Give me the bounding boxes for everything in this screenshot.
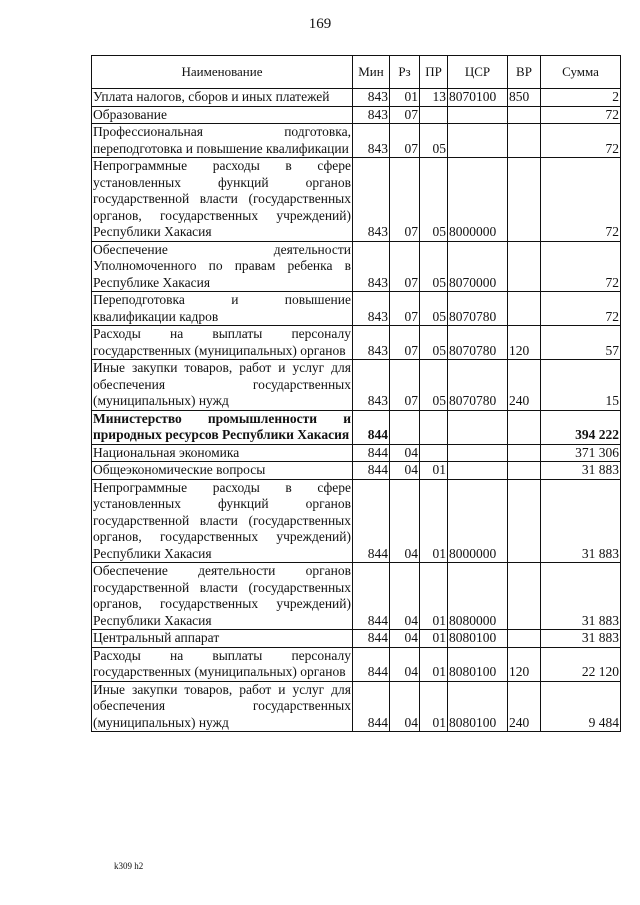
cell-pr	[420, 410, 448, 444]
table-row	[92, 563, 621, 630]
cell-rz: 04	[390, 563, 420, 630]
cell-pr: 01	[420, 630, 448, 648]
cell-pr: 05	[420, 292, 448, 326]
cell-pr: 05	[420, 158, 448, 242]
cell-csr: 8000000	[448, 158, 508, 242]
cell-name: Расходы на выплаты персоналу государственных (муниципальных) органов	[93, 647, 351, 679]
table-row	[92, 479, 621, 563]
cell-sum: 22 120	[541, 647, 621, 681]
cell-name: Образование	[92, 106, 353, 124]
footer-code: k309 h2	[114, 861, 144, 871]
table-row	[92, 292, 621, 326]
cell-csr: 8070780	[448, 326, 508, 360]
cell-name: Непрограммные расходы в сфере установленных функций органов государственной власти (государственных органов, государственных учреждений) Республики Хакасия	[93, 158, 351, 239]
cell-min: 844	[353, 444, 390, 462]
cell-sum: 31 883	[541, 630, 621, 648]
table-row	[92, 106, 621, 124]
cell-csr: 8080100	[448, 681, 508, 732]
budget-table	[91, 55, 621, 732]
cell-min: 844	[353, 630, 390, 648]
cell-rz: 04	[390, 681, 420, 732]
cell-min: 843	[353, 89, 390, 107]
cell-rz	[390, 410, 420, 444]
cell-sum: 15	[541, 360, 621, 411]
cell-rz: 04	[390, 444, 420, 462]
cell-sum: 2	[541, 89, 621, 107]
cell-name: Профессиональная подготовка, переподготовка и повышение квалификации	[93, 124, 351, 156]
cell-name: Иные закупки товаров, работ и услуг для обеспечения государственных (муниципальных) нужд	[93, 681, 351, 730]
table-row	[92, 630, 621, 648]
cell-vr	[508, 444, 541, 462]
cell-rz: 07	[390, 124, 420, 158]
cell-name: Расходы на выплаты персоналу государственных (муниципальных) органов	[93, 326, 351, 358]
cell-csr: 8070780	[448, 292, 508, 326]
cell-name: Общеэкономические вопросы	[92, 462, 353, 480]
cell-pr	[420, 444, 448, 462]
cell-min: 843	[353, 360, 390, 411]
cell-min: 844	[353, 479, 390, 563]
cell-name: Иные закупки товаров, работ и услуг для обеспечения государственных (муниципальных) нужд	[93, 360, 351, 408]
cell-pr: 05	[420, 241, 448, 292]
cell-pr: 01	[420, 681, 448, 732]
cell-name: Уплата налогов, сборов и иных платежей	[92, 89, 353, 107]
cell-rz: 07	[390, 106, 420, 124]
cell-min: 843	[353, 241, 390, 292]
table-row	[92, 444, 621, 462]
cell-min: 843	[353, 326, 390, 360]
table-row	[92, 462, 621, 480]
cell-vr: 850	[508, 89, 541, 107]
cell-csr	[448, 444, 508, 462]
cell-pr: 05	[420, 326, 448, 360]
cell-min: 844	[353, 681, 390, 732]
cell-name: Обеспечение деятельности Уполномоченного по правам ребенка в Республике Хакасия	[93, 241, 351, 290]
table-row	[92, 360, 621, 411]
cell-name: Обеспечение деятельности органов государственной власти (государственных органов, государственных учреждений) Республики Хакасия	[93, 563, 351, 628]
cell-vr: 120	[508, 326, 541, 360]
cell-csr	[448, 124, 508, 158]
cell-csr: 8000000	[448, 479, 508, 563]
cell-vr	[508, 241, 541, 292]
cell-pr: 01	[420, 479, 448, 563]
header-min: Мин	[353, 56, 390, 89]
table-row	[92, 241, 621, 292]
header-vr: ВР	[508, 56, 541, 89]
cell-vr: 240	[508, 360, 541, 411]
cell-sum: 72	[541, 124, 621, 158]
cell-csr	[448, 462, 508, 480]
table-row	[92, 326, 621, 360]
cell-pr: 05	[420, 360, 448, 411]
cell-vr	[508, 158, 541, 242]
cell-vr	[508, 124, 541, 158]
cell-min: 844	[353, 563, 390, 630]
cell-csr: 8070100	[448, 89, 508, 107]
cell-pr: 13	[420, 89, 448, 107]
cell-vr	[508, 563, 541, 630]
cell-rz: 07	[390, 326, 420, 360]
table-header-row	[92, 56, 621, 89]
cell-rz: 04	[390, 630, 420, 648]
cell-name: Центральный аппарат	[92, 630, 353, 648]
cell-rz: 07	[390, 360, 420, 411]
cell-csr	[448, 410, 508, 444]
cell-csr: 8080000	[448, 563, 508, 630]
cell-vr: 240	[508, 681, 541, 732]
cell-name: Непрограммные расходы в сфере установленных функций органов государственной власти (государственных органов, государственных учреждений) Республики Хакасия	[93, 479, 351, 561]
header-csr: ЦСР	[448, 56, 508, 89]
cell-csr: 8080100	[448, 647, 508, 681]
cell-name: Министерство промышленности и природных ресурсов Республики Хакасия	[93, 410, 351, 442]
cell-csr: 8070780	[448, 360, 508, 411]
cell-name: Переподготовка и повышение квалификации кадров	[93, 292, 351, 324]
cell-vr	[508, 462, 541, 480]
cell-min: 843	[353, 158, 390, 242]
cell-sum: 394 222	[541, 410, 621, 444]
cell-csr	[448, 106, 508, 124]
cell-csr: 8070000	[448, 241, 508, 292]
header-rz: Рз	[390, 56, 420, 89]
cell-sum: 72	[541, 292, 621, 326]
cell-rz: 04	[390, 479, 420, 563]
table-row	[92, 89, 621, 107]
cell-name: Национальная экономика	[92, 444, 353, 462]
cell-pr: 01	[420, 647, 448, 681]
cell-sum: 72	[541, 106, 621, 124]
table-row	[92, 681, 621, 732]
header-name: Наименование	[92, 56, 353, 89]
cell-sum: 31 883	[541, 563, 621, 630]
table-row	[92, 124, 621, 158]
cell-vr: 120	[508, 647, 541, 681]
cell-rz: 07	[390, 158, 420, 242]
cell-csr: 8080100	[448, 630, 508, 648]
cell-rz: 07	[390, 292, 420, 326]
cell-vr	[508, 106, 541, 124]
header-sum: Сумма	[541, 56, 621, 89]
table-row	[92, 410, 621, 444]
cell-sum: 371 306	[541, 444, 621, 462]
cell-vr	[508, 630, 541, 648]
cell-min: 843	[353, 292, 390, 326]
cell-sum: 72	[541, 241, 621, 292]
table-row	[92, 158, 621, 242]
cell-vr	[508, 292, 541, 326]
cell-sum: 9 484	[541, 681, 621, 732]
cell-rz: 04	[390, 647, 420, 681]
cell-sum: 57	[541, 326, 621, 360]
cell-min: 844	[353, 462, 390, 480]
cell-rz: 07	[390, 241, 420, 292]
table-body	[92, 89, 621, 732]
cell-min: 844	[353, 410, 390, 444]
cell-min: 843	[353, 124, 390, 158]
cell-vr	[508, 479, 541, 563]
cell-min: 844	[353, 647, 390, 681]
cell-min: 843	[353, 106, 390, 124]
cell-pr: 01	[420, 563, 448, 630]
cell-pr: 05	[420, 124, 448, 158]
cell-sum: 31 883	[541, 462, 621, 480]
cell-rz: 01	[390, 89, 420, 107]
cell-sum: 72	[541, 158, 621, 242]
table-row	[92, 647, 621, 681]
cell-rz: 04	[390, 462, 420, 480]
page-number: 169	[308, 16, 332, 32]
header-pr: ПР	[420, 56, 448, 89]
cell-vr	[508, 410, 541, 444]
cell-pr: 01	[420, 462, 448, 480]
cell-sum: 31 883	[541, 479, 621, 563]
cell-pr	[420, 106, 448, 124]
